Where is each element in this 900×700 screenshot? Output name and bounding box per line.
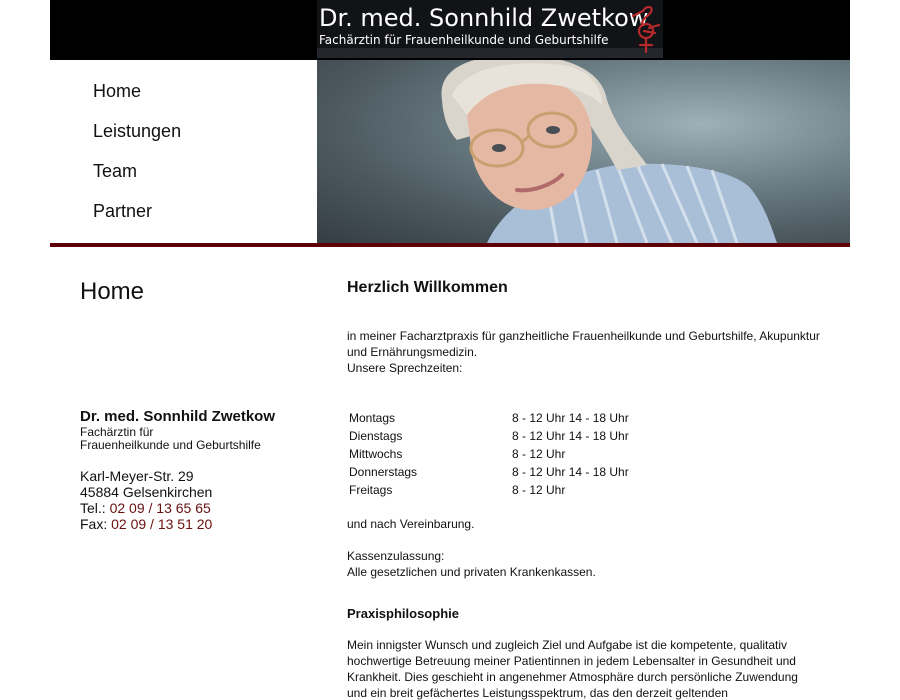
header-bar	[50, 0, 850, 60]
accent-divider	[50, 243, 850, 247]
contact-street: Karl-Meyer-Str. 29	[80, 468, 194, 484]
nav-item-home[interactable]: Home	[93, 81, 142, 101]
hours-time: 8 - 12 Uhr	[512, 483, 566, 497]
hours-time: 8 - 12 Uhr 14 - 18 Uhr	[512, 411, 629, 425]
stork-female-symbol-icon	[630, 2, 662, 54]
hours-day: Montags	[349, 411, 396, 425]
hours-time: 8 - 12 Uhr 14 - 18 Uhr	[512, 465, 629, 479]
philosophy-line: und ein breit gefächertes Leistungsspektrum, das den derzeit geltenden	[347, 686, 728, 700]
logo-subtitle: Fachärztin für Frauenheilkunde und Geburtshilfe	[319, 33, 609, 47]
logo-band	[317, 48, 663, 58]
table-row	[347, 445, 631, 463]
page-title: Home	[80, 278, 145, 305]
hours-intro: Unsere Sprechzeiten:	[347, 361, 463, 375]
philosophy-text	[347, 637, 817, 700]
intro-line-1: in meiner Facharztpraxis für ganzheitliche Frauenheilkunde und Geburtshilfe, Akupunktur	[347, 329, 820, 343]
contact-name: Dr. med. Sonnhild Zwetkow	[80, 408, 276, 425]
table-row	[347, 409, 631, 427]
contact-fax-row	[80, 516, 320, 532]
nav-item-partner[interactable]: Partner	[93, 201, 153, 221]
main-nav	[50, 60, 317, 243]
after-hours-note: und nach Vereinbarung.	[347, 517, 475, 531]
hours-day: Freitags	[349, 483, 393, 497]
insurance-info	[347, 548, 596, 580]
logo-banner[interactable]	[317, 0, 663, 58]
contact-phone-row	[80, 500, 320, 516]
contact-card	[80, 408, 320, 532]
hours-day: Mittwochs	[349, 447, 403, 461]
table-row	[347, 463, 631, 481]
logo-title: Dr. med. Sonnhild Zwetkow	[319, 4, 649, 32]
hours-day: Donnerstags	[349, 465, 418, 479]
office-hours-table	[347, 409, 631, 499]
hours-time: 8 - 12 Uhr	[512, 447, 566, 461]
intro-line-2: und Ernährungsmedizin.	[347, 345, 478, 359]
table-row	[347, 481, 631, 499]
phone-link[interactable]: 02 09 / 13 65 65	[109, 500, 211, 516]
hours-day: Dienstags	[349, 429, 403, 443]
contact-specialty-1: Fachärztin für	[80, 425, 154, 439]
contact-city: 45884 Gelsenkirchen	[80, 484, 213, 500]
philosophy-heading: Praxisphilosophie	[347, 606, 459, 621]
fax-link[interactable]: 02 09 / 13 51 20	[111, 516, 213, 532]
table-row	[347, 427, 631, 445]
philosophy-line: Krankheit. Dies geschieht in angenehmer Atmosphäre durch persönliche Zuwendung	[347, 670, 798, 684]
insurance-label: Kassenzulassung:	[347, 549, 445, 563]
welcome-heading: Herzlich Willkommen	[347, 279, 508, 296]
nav-item-team[interactable]: Team	[93, 161, 138, 181]
intro-text	[347, 328, 837, 376]
contact-specialty-2: Frauenheilkunde und Geburtshilfe	[80, 438, 261, 452]
philosophy-line: Mein innigster Wunsch und zugleich Ziel und Aufgabe ist die kompetente, qualitativ	[347, 638, 788, 652]
main-content	[347, 278, 837, 700]
philosophy-line: hochwertige Betreuung meiner Patientinnen in jedem Lebensalter in Gesundheit und	[347, 654, 796, 668]
fax-label: Fax:	[80, 516, 112, 532]
nav-item-leistungen[interactable]: Leistungen	[93, 121, 182, 141]
contact-address	[80, 468, 320, 532]
insurance-text: Alle gesetzlichen und privaten Krankenkassen.	[347, 565, 596, 579]
hours-time: 8 - 12 Uhr 14 - 18 Uhr	[512, 429, 629, 443]
phone-label: Tel.:	[80, 500, 110, 516]
portrait-illustration	[317, 60, 850, 243]
hero-photo	[317, 60, 850, 243]
